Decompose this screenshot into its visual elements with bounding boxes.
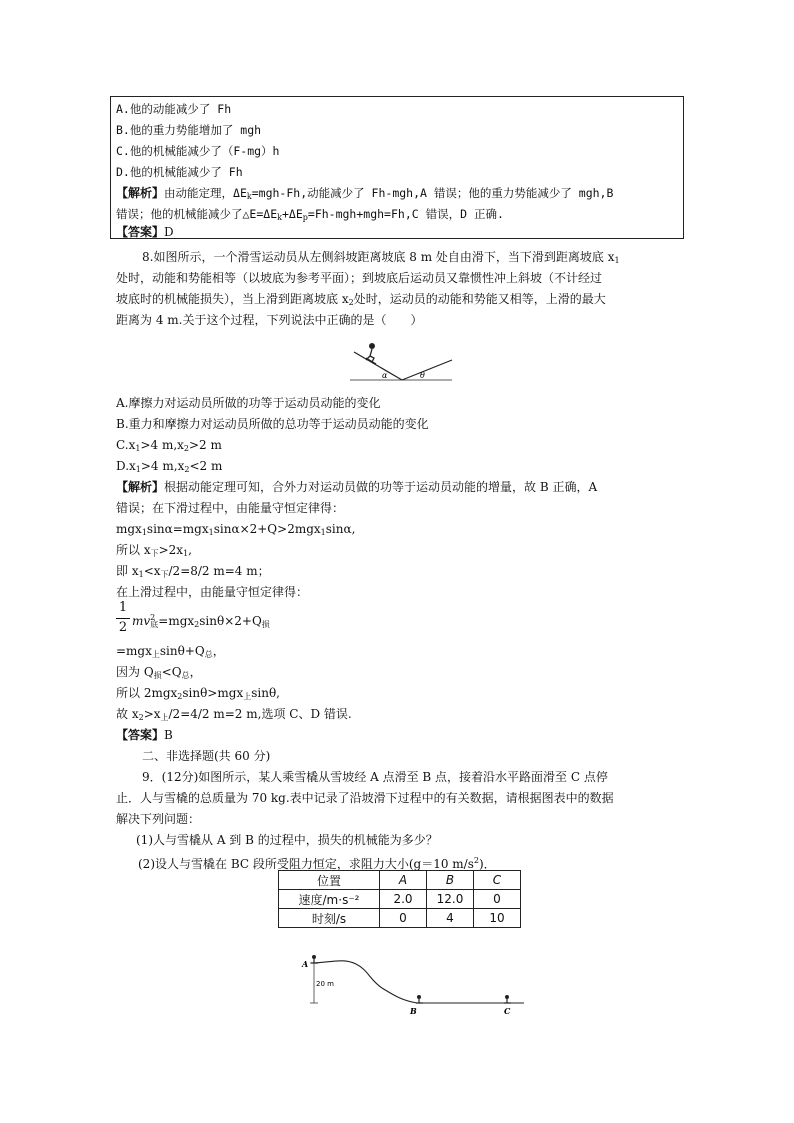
- t: /2=4/2 m=2 m,选项 C、D 错误.: [168, 707, 352, 721]
- answer-value: B: [164, 728, 173, 742]
- analysis-tag: 【解析】: [116, 480, 165, 494]
- t: =mgx: [158, 614, 195, 628]
- opt-text: >4 m,x: [140, 438, 184, 452]
- skier-icon: [366, 343, 376, 364]
- t: ，: [212, 644, 225, 658]
- answer-tag: 【答案】: [116, 225, 165, 239]
- table-cell: 时刻/s: [279, 909, 380, 928]
- subscript: 1: [183, 549, 189, 558]
- t: ，: [189, 665, 202, 679]
- subscript: 上: [160, 713, 169, 722]
- table-cell: 12.0: [427, 890, 474, 909]
- subscript: 2: [177, 692, 183, 701]
- sled-icon-a: [311, 955, 318, 963]
- table-cell: 4: [427, 909, 474, 928]
- sled-icon-b: [416, 995, 423, 1003]
- subscript: 2: [194, 620, 200, 629]
- analysis-text: 由动能定理，ΔE: [164, 186, 247, 200]
- angle-theta-label: θ: [420, 371, 425, 380]
- q8-analysis-7: [132, 608, 270, 635]
- left-slope: [354, 352, 402, 380]
- table-cell: 0: [380, 909, 427, 928]
- t: /2=8/2 m=4 m；: [168, 564, 270, 578]
- subscript: 1: [208, 528, 214, 537]
- t: sinα,: [325, 522, 356, 536]
- point-a-label: A: [302, 959, 309, 969]
- subscript: 2: [138, 713, 144, 722]
- subscript: 1: [138, 570, 144, 579]
- t: 即 x: [116, 564, 139, 578]
- opt-text: D.x: [116, 459, 136, 473]
- q8-text: 处时，运动员的动能和势能又相等，上滑的最大: [353, 292, 606, 306]
- q8-text: 坡底时的机械能损失），当上滑到距离坡底 x: [116, 292, 349, 306]
- subscript: 总: [204, 650, 213, 659]
- subscript: k: [277, 213, 282, 222]
- q9-line-1: 9．(12分)如图所示，某人乘雪橇从雪坡经 A 点滑至 B 点，接着沿水平路面滑至 C 点停: [142, 770, 608, 784]
- t: sinθ,: [251, 686, 280, 700]
- t: (2)设人与雪橇在 BC 段所受阻力恒定，求阻力大小(g＝10 m/s: [138, 857, 474, 871]
- opt-text: >2 m: [189, 438, 222, 452]
- subscript: 底: [150, 620, 159, 629]
- fraction-bar: [116, 618, 130, 619]
- answer-tag: 【答案】: [116, 728, 165, 742]
- opt-text: C.x: [116, 438, 136, 452]
- t: >x: [143, 707, 161, 721]
- analysis-text: 错误；他的机械能减少了△E=ΔE: [116, 207, 278, 221]
- option-c: C.他的机械能减少了（F-mg）h: [116, 144, 280, 158]
- analysis-tag: 【解析】: [116, 186, 165, 200]
- option-d: D.他的机械能减少了 Fh: [116, 165, 243, 179]
- subscript: 1: [320, 528, 326, 537]
- t: 故 x: [116, 707, 139, 721]
- analysis-line-2: [116, 204, 504, 228]
- analysis-text: =mgh-Fh,动能减少了 Fh-mgh,A 错误；他的重力势能减少了 mgh,B: [251, 186, 614, 200]
- subscript: 下: [150, 549, 159, 558]
- t: sinθ>mgx: [182, 686, 244, 700]
- q9-line-2: 止．人与雪橇的总质量为 70 kg.表中记录了沿坡滑下过程中的有关数据，请根据图表中的数据: [116, 791, 614, 805]
- subscript: p: [302, 213, 308, 222]
- subscript: 损: [261, 620, 270, 629]
- opt-text: >4 m,x: [140, 459, 185, 473]
- subscript: 1: [614, 256, 620, 265]
- t: =mgx: [116, 644, 152, 658]
- q8-line-4: 距离为 4 m.关于这个过程，下列说法中正确的是（ ）: [116, 313, 423, 327]
- subscript: 1: [141, 528, 147, 537]
- q8-analysis-2: 错误；在下滑过程中，由能量守恒定律得：: [116, 501, 345, 515]
- point-c-label: C: [504, 1006, 511, 1016]
- t: >2x: [158, 543, 184, 557]
- table-cell: 速度/m·s⁻²: [279, 890, 380, 909]
- subscript: 上: [151, 650, 160, 659]
- q9-line-3: 解决下列问题：: [116, 812, 201, 826]
- height-label: 20 m: [316, 980, 334, 988]
- fraction-numerator: 1: [118, 600, 128, 615]
- table-header-cell: 位置: [279, 871, 380, 890]
- table-cell: 10: [474, 909, 521, 928]
- t: sinθ×2+Q: [199, 614, 262, 628]
- subscript: 下: [160, 570, 169, 579]
- t: 因为 Q: [116, 665, 154, 679]
- q8-analysis-6: 在上滑过程中，由能量守恒定律得：: [116, 585, 309, 599]
- table-cell: 0: [474, 890, 521, 909]
- q8-line-2: 处时，动能和势能相等（以坡底为参考平面）；到坡底后运动员又靠惯性冲上斜坡（不计经过: [116, 271, 603, 285]
- section-heading: 二、非选择题(共 60 分): [142, 749, 271, 763]
- t: 所以 x: [116, 543, 151, 557]
- subscript: 1: [135, 444, 141, 453]
- point-b-label: B: [410, 1006, 417, 1016]
- t: <x: [143, 564, 161, 578]
- answer-line: [116, 222, 174, 242]
- snow-slope-figure: [292, 950, 528, 1020]
- t: <Q: [161, 665, 182, 679]
- t: 所以 2mgx: [116, 686, 178, 700]
- t: )．: [478, 857, 496, 871]
- table-header-cell: B: [427, 871, 474, 890]
- q8-answer-line: [116, 725, 173, 745]
- subscript: 上: [243, 692, 252, 701]
- subscript: 损: [153, 671, 162, 680]
- q8-option-b: B.重力和摩擦力对运动员所做的总功等于运动员动能的变化: [116, 417, 429, 431]
- subscript: 总: [181, 671, 190, 680]
- fraction-denominator: 2: [118, 620, 128, 635]
- table-header-cell: A: [380, 871, 427, 890]
- angle-alpha-label: α: [382, 371, 388, 380]
- t: sinα=mgx: [146, 522, 209, 536]
- t: sinα×2+Q>2mgx: [213, 522, 321, 536]
- t: mgx: [116, 522, 142, 536]
- table-header-cell: C: [474, 871, 521, 890]
- q8-text: 8.如图所示，一个滑雪运动员从左侧斜坡距离坡底 8 m 处自由滑下，当下滑到距离坡底 x: [142, 250, 615, 264]
- subscript: k: [246, 192, 252, 201]
- slope-figure: [340, 338, 460, 388]
- analysis-text: =Fh-mgh+mgh=Fh,C 错误，D 正确.: [307, 207, 504, 221]
- right-slope: [402, 360, 452, 380]
- opt-text: <2 m: [189, 459, 223, 473]
- t: mv: [132, 614, 151, 628]
- q8-option-a: A.摩擦力对运动员所做的功等于运动员动能的变化: [116, 396, 381, 410]
- option-b: B.他的重力势能增加了 mgh: [116, 123, 262, 137]
- q9-sub-1: (1)人与雪橇从 A 到 B 的过程中，损失的机械能为多少？: [136, 833, 438, 847]
- subscript: 2: [184, 465, 190, 474]
- subscript: 2: [183, 444, 189, 453]
- superscript: 2: [150, 613, 156, 622]
- data-table: [278, 870, 521, 928]
- superscript: 2: [473, 856, 479, 865]
- subscript: 1: [135, 465, 141, 474]
- t: sinθ+Q: [159, 644, 205, 658]
- option-a: A.他的动能减少了 Fh: [116, 102, 232, 116]
- subscript: 2: [348, 298, 354, 307]
- table-header-row: [279, 871, 521, 890]
- analysis-text: +ΔE: [281, 207, 303, 221]
- sled-icon-c: [504, 995, 511, 1003]
- analysis-text: 根据动能定理可知，合外力对运动员做的功等于运动员动能的增量，故 B 正确，A: [164, 480, 598, 494]
- table-row: [279, 890, 521, 909]
- answer-value: D: [164, 225, 174, 239]
- table-cell: 2.0: [380, 890, 427, 909]
- table-row: [279, 909, 521, 928]
- t: ,: [188, 543, 192, 557]
- q8-analysis-1: [116, 477, 597, 497]
